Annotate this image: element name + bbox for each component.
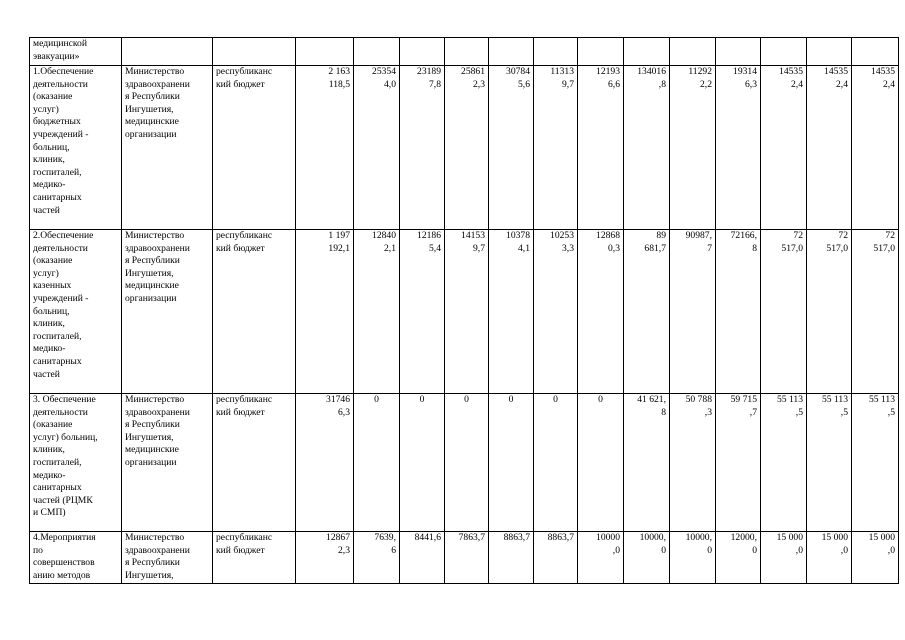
- executor-cell: [122, 532, 213, 584]
- funding-source-cell: [213, 394, 296, 532]
- value-cell: [578, 66, 624, 230]
- value-cell-text: 14535 2,4: [824, 66, 848, 90]
- value-cell-text: 10378 4,1: [506, 230, 530, 254]
- value-cell-text: 72166, 8: [730, 230, 757, 254]
- value-cell: [761, 394, 807, 532]
- value-cell: [761, 532, 807, 584]
- value-cell-text: 11313 9,7: [550, 66, 574, 90]
- value-cell-text: 12186 5,4: [417, 230, 441, 254]
- value-cell: [761, 38, 807, 66]
- value-cell: [807, 532, 852, 584]
- value-cell: [716, 38, 761, 66]
- value-cell-text: 72 517,0: [873, 230, 895, 254]
- activity-name-cell: [30, 38, 122, 66]
- value-cell: [534, 230, 578, 394]
- value-cell: [445, 38, 489, 66]
- value-cell: [534, 394, 578, 532]
- table-row: [30, 394, 899, 532]
- value-cell: [354, 38, 400, 66]
- value-cell: [852, 532, 899, 584]
- executor-cell-text: Министерство здравоохранени я Республики Ингушетия, медицинские организации: [125, 66, 190, 140]
- value-cell: [807, 394, 852, 532]
- funding-source-cell-text: республиканс кий бюджет: [216, 230, 273, 254]
- value-cell-text: 55 113 ,5: [868, 394, 895, 418]
- value-cell: [852, 394, 899, 532]
- value-cell-text: 0: [598, 394, 603, 405]
- value-cell-text: 10000, 0: [685, 532, 712, 556]
- value-cell-text: 7639, 6: [374, 532, 396, 556]
- value-cell-text: 12193 6,6: [596, 66, 620, 90]
- value-cell: [489, 394, 534, 532]
- table-row: [30, 38, 899, 66]
- value-cell: [761, 230, 807, 394]
- value-cell: [354, 66, 400, 230]
- value-cell: [400, 394, 445, 532]
- value-cell-text: 30784 5,6: [506, 66, 530, 90]
- value-cell-text: 1 197 192,1: [328, 230, 350, 254]
- value-cell: [670, 66, 716, 230]
- value-cell-text: 8863,7: [503, 532, 530, 543]
- activity-name-cell-text: 1.Обеспечение деятельности (оказание услуг) бюджетных учреждений - больниц, клиник, госпиталей, медико- санитарных частей: [33, 66, 94, 216]
- value-cell: [624, 66, 670, 230]
- value-cell-text: 55 113 ,5: [776, 394, 803, 418]
- value-cell-text: 59 715 ,7: [730, 394, 757, 418]
- value-cell-text: 0: [464, 394, 469, 405]
- budget-table: [29, 37, 899, 584]
- value-cell-text: 41 621, 8: [637, 394, 666, 418]
- value-cell: [489, 532, 534, 584]
- value-cell-text: 19314 6,3: [733, 66, 757, 90]
- value-cell-text: 14535 2,4: [871, 66, 895, 90]
- value-cell-text: 90987, 7: [685, 230, 712, 254]
- activity-name-cell-text: медицинской эвакуации»: [33, 38, 87, 62]
- table-row: [30, 230, 899, 394]
- value-cell: [296, 38, 354, 66]
- executor-cell-text: Министерство здравоохранени я Республики Ингушетия, медицинские организации: [125, 230, 190, 304]
- value-cell: [296, 532, 354, 584]
- table-row: [30, 66, 899, 230]
- value-cell: [807, 38, 852, 66]
- funding-source-cell-text: республиканс кий бюджет: [216, 394, 273, 418]
- value-cell: [852, 38, 899, 66]
- value-cell-text: 12868 0,3: [596, 230, 620, 254]
- activity-name-cell-text: 3. Обеспечение деятельности (оказание услуг) больниц, клиник, госпиталей, медико- санитарных частей (РЦМК и СМП): [33, 394, 98, 519]
- value-cell: [670, 394, 716, 532]
- value-cell: [761, 66, 807, 230]
- value-cell-text: 10000 ,0: [596, 532, 620, 556]
- funding-source-cell-text: республиканс кий бюджет: [216, 532, 273, 556]
- funding-source-cell: [213, 38, 296, 66]
- activity-name-cell: [30, 66, 122, 230]
- value-cell-text: 15 000 ,0: [821, 532, 848, 556]
- funding-source-cell: [213, 532, 296, 584]
- value-cell: [534, 66, 578, 230]
- value-cell-text: 7863,7: [458, 532, 485, 543]
- value-cell-text: 2 163 118,5: [328, 66, 350, 90]
- value-cell: [400, 38, 445, 66]
- activity-name-cell: [30, 394, 122, 532]
- value-cell: [716, 394, 761, 532]
- value-cell: [578, 394, 624, 532]
- value-cell: [400, 532, 445, 584]
- value-cell: [400, 66, 445, 230]
- value-cell: [716, 66, 761, 230]
- value-cell-text: 72 517,0: [781, 230, 803, 254]
- value-cell-text: 11292 2,2: [688, 66, 712, 90]
- value-cell-text: 14153 9,7: [461, 230, 485, 254]
- value-cell: [534, 532, 578, 584]
- value-cell-text: 55 113 ,5: [821, 394, 848, 418]
- value-cell: [807, 66, 852, 230]
- value-cell-text: 31746 6,3: [326, 394, 350, 418]
- value-cell: [489, 38, 534, 66]
- value-cell: [445, 230, 489, 394]
- value-cell-text: 15 000 ,0: [868, 532, 895, 556]
- value-cell-text: 12000, 0: [730, 532, 757, 556]
- executor-cell: [122, 230, 213, 394]
- value-cell: [578, 230, 624, 394]
- value-cell: [296, 66, 354, 230]
- value-cell-text: 15 000 ,0: [776, 532, 803, 556]
- executor-cell: [122, 66, 213, 230]
- activity-name-cell-text: 4.Мероприятия по совершенствов анию методов: [33, 532, 96, 581]
- value-cell: [578, 38, 624, 66]
- value-cell-text: 8441,6: [414, 532, 441, 543]
- value-cell: [624, 230, 670, 394]
- value-cell: [716, 230, 761, 394]
- executor-cell: [122, 38, 213, 66]
- table-row: [30, 532, 899, 584]
- value-cell-text: 0: [553, 394, 558, 405]
- value-cell: [670, 230, 716, 394]
- value-cell: [354, 230, 400, 394]
- value-cell-text: 25354 4,0: [372, 66, 396, 90]
- funding-source-cell: [213, 230, 296, 394]
- value-cell-text: 89 681,7: [644, 230, 666, 254]
- value-cell-text: 12840 2,1: [372, 230, 396, 254]
- funding-source-cell-text: республиканс кий бюджет: [216, 66, 273, 90]
- funding-source-cell: [213, 66, 296, 230]
- value-cell-text: 10000, 0: [639, 532, 666, 556]
- value-cell-text: 134016 ,8: [637, 66, 666, 90]
- value-cell: [445, 532, 489, 584]
- value-cell: [534, 38, 578, 66]
- value-cell: [445, 394, 489, 532]
- value-cell: [296, 394, 354, 532]
- value-cell: [624, 532, 670, 584]
- value-cell: [852, 230, 899, 394]
- value-cell: [624, 394, 670, 532]
- value-cell: [852, 66, 899, 230]
- value-cell: [296, 230, 354, 394]
- value-cell: [578, 532, 624, 584]
- value-cell: [670, 532, 716, 584]
- value-cell: [445, 66, 489, 230]
- value-cell-text: 0: [374, 394, 379, 405]
- value-cell-text: 12867 2,3: [326, 532, 350, 556]
- value-cell-text: 14535 2,4: [779, 66, 803, 90]
- value-cell-text: 10253 3,3: [550, 230, 574, 254]
- value-cell: [807, 230, 852, 394]
- activity-name-cell-text: 2.Обеспечение деятельности (оказание услуг) казенных учреждений - больниц, клиник, госпиталей, медико- санитарных частей: [33, 230, 94, 380]
- value-cell-text: 72 517,0: [826, 230, 848, 254]
- executor-cell-text: Министерство здравоохранени я Республики Ингушетия,: [125, 532, 190, 581]
- value-cell: [489, 230, 534, 394]
- value-cell-text: 8863,7: [547, 532, 574, 543]
- activity-name-cell: [30, 532, 122, 584]
- activity-name-cell: [30, 230, 122, 394]
- value-cell: [670, 38, 716, 66]
- value-cell-text: 50 788 ,3: [685, 394, 712, 418]
- value-cell-text: 25861 2,3: [461, 66, 485, 90]
- value-cell: [354, 394, 400, 532]
- value-cell: [624, 38, 670, 66]
- value-cell: [354, 532, 400, 584]
- executor-cell-text: Министерство здравоохранени я Республики Ингушетия, медицинские организации: [125, 394, 190, 468]
- value-cell: [400, 230, 445, 394]
- value-cell: [489, 66, 534, 230]
- value-cell: [716, 532, 761, 584]
- executor-cell: [122, 394, 213, 532]
- value-cell-text: 23189 7,8: [417, 66, 441, 90]
- value-cell-text: 0: [419, 394, 425, 405]
- value-cell-text: 0: [508, 394, 514, 405]
